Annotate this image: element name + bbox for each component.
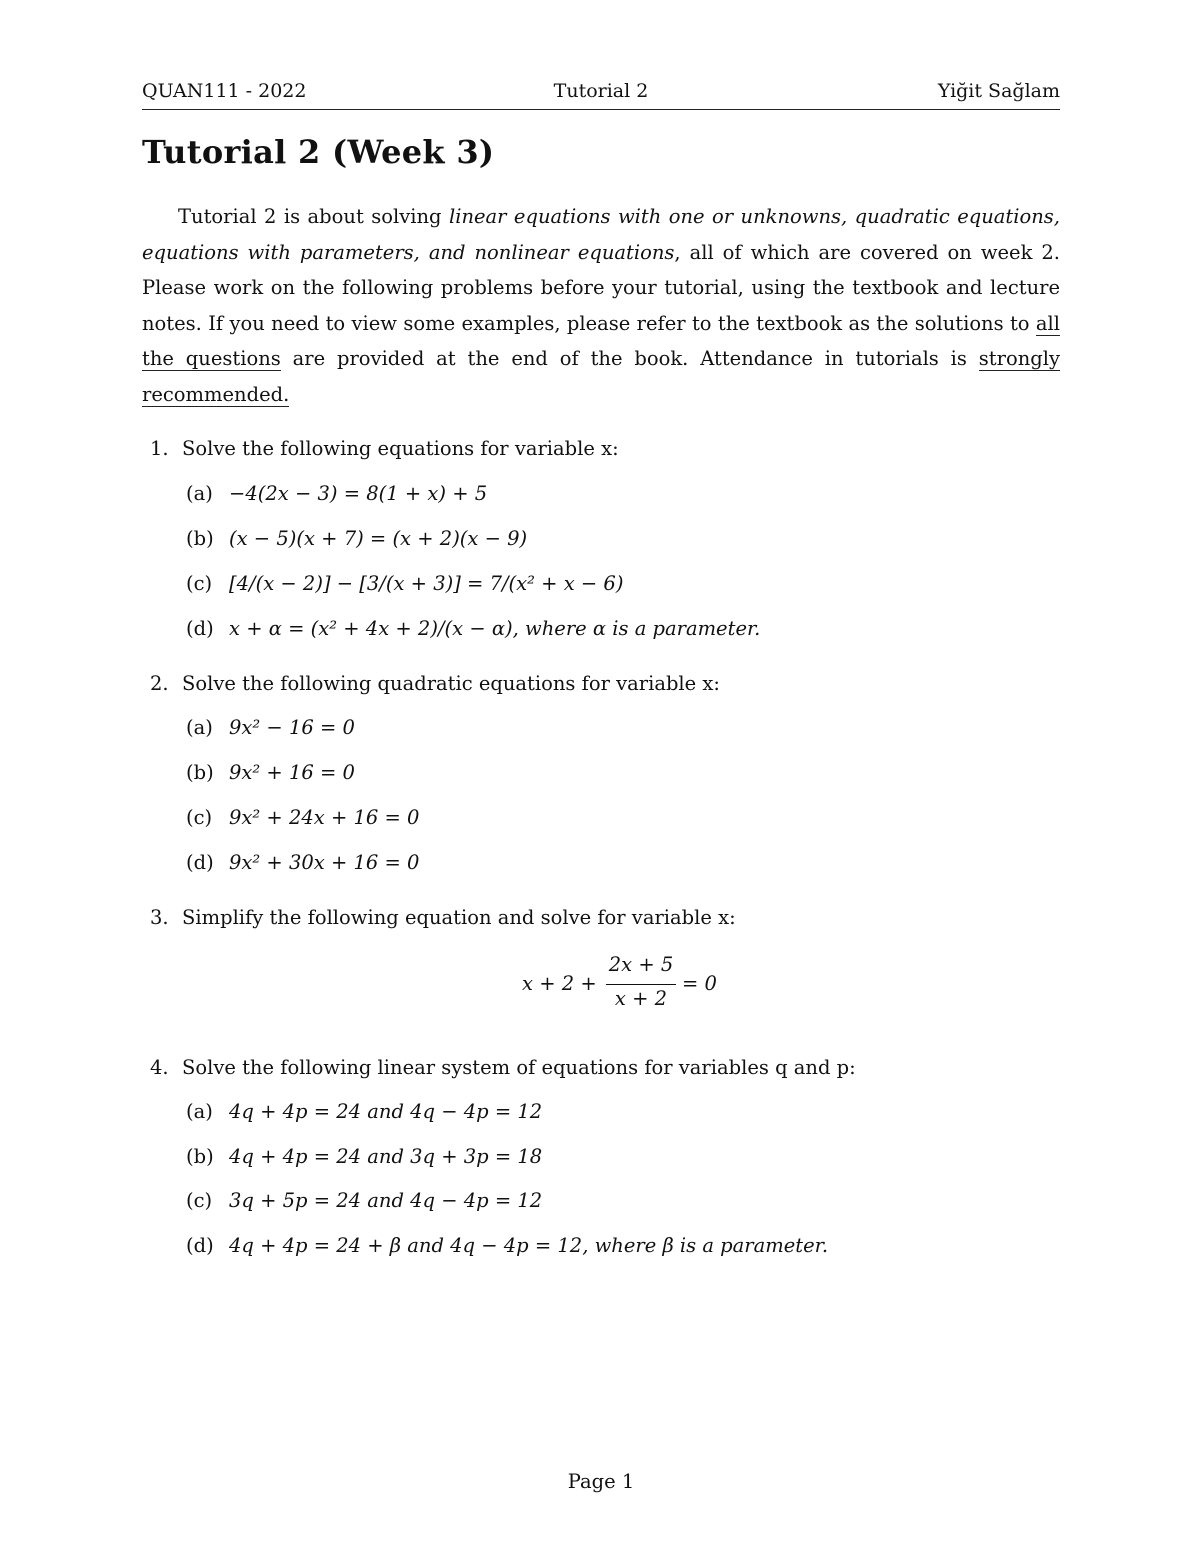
question-number: 1. bbox=[150, 437, 169, 460]
list-item: (d) 9x² + 30x + 16 = 0 bbox=[186, 851, 420, 874]
header-author: Yiğit Sağlam bbox=[937, 80, 1060, 102]
question-number: 4. bbox=[150, 1056, 169, 1079]
underlined-all-questions: all the questions bbox=[142, 311, 1060, 370]
intro-text-2: , all of which are covered on week 2. Please work on the following problems before your tutorial, using the textbook and lecture notes. If you need to view some examples, please refer to the textbook as the solutions to bbox=[142, 240, 1060, 335]
page-number: Page 1 bbox=[567, 1470, 635, 1493]
question-prompt: Solve the following linear system of equations for variables q and p: bbox=[182, 1056, 856, 1079]
intro-topics: linear equations with one or unknowns, quadratic equations, equations with parameters, and nonlinear equations bbox=[142, 205, 1060, 264]
question-number: 3. bbox=[150, 906, 169, 929]
header-rule bbox=[142, 109, 1060, 110]
list-item: (c) 3q + 5p = 24 and 4q − 4p = 12 bbox=[186, 1189, 543, 1212]
list-item: (d) 4q + 4p = 24 + β and 4q − 4p = 12, where β is a parameter. bbox=[186, 1234, 829, 1257]
display-equation bbox=[142, 953, 1060, 1013]
intro-paragraph bbox=[142, 199, 1060, 412]
document-page bbox=[142, 0, 1060, 1553]
list-item: (b) (x − 5)(x + 7) = (x + 2)(x − 9) bbox=[186, 527, 528, 550]
list-item: (a) −4(2x − 3) = 8(1 + x) + 5 bbox=[186, 482, 488, 505]
underlined-strongly-recommended: strongly recommended. bbox=[142, 347, 1060, 406]
page-title: Tutorial 2 (Week 3) bbox=[142, 133, 495, 171]
fraction-bar bbox=[606, 984, 676, 985]
list-item: (a) 9x² − 16 = 0 bbox=[186, 716, 355, 739]
list-item: (b) 9x² + 16 = 0 bbox=[186, 761, 355, 784]
list-item: (c) 9x² + 24x + 16 = 0 bbox=[186, 806, 420, 829]
list-item: (d) x + α = (x² + 4x + 2)/(x − α), where α is a parameter. bbox=[186, 617, 761, 640]
question-prompt: Solve the following equations for variable x: bbox=[182, 437, 619, 460]
equation-rhs: = 0 bbox=[682, 972, 717, 995]
list-item: (c) [4/(x − 2)] − [3/(x + 3)] = 7/(x² + x − 6) bbox=[186, 572, 624, 595]
fraction-denominator: x + 2 bbox=[614, 987, 668, 1010]
fraction-numerator: 2x + 5 bbox=[608, 953, 674, 976]
list-item: (a) 4q + 4p = 24 and 4q − 4p = 12 bbox=[186, 1100, 543, 1123]
equation-lhs: x + 2 + bbox=[522, 972, 597, 995]
list-item: (b) 4q + 4p = 24 and 3q + 3p = 18 bbox=[186, 1145, 543, 1168]
question-number: 2. bbox=[150, 672, 169, 695]
question-prompt: Solve the following quadratic equations for variable x: bbox=[182, 672, 720, 695]
intro-text-1: Tutorial 2 is about solving bbox=[178, 205, 449, 228]
header-course: QUAN111 - 2022 bbox=[142, 80, 307, 102]
header-title: Tutorial 2 bbox=[553, 80, 649, 102]
intro-text-3: are provided at the end of the book. Attendance in tutorials is bbox=[280, 347, 979, 370]
question-prompt: Simplify the following equation and solve for variable x: bbox=[182, 906, 736, 929]
running-header bbox=[142, 80, 1060, 110]
